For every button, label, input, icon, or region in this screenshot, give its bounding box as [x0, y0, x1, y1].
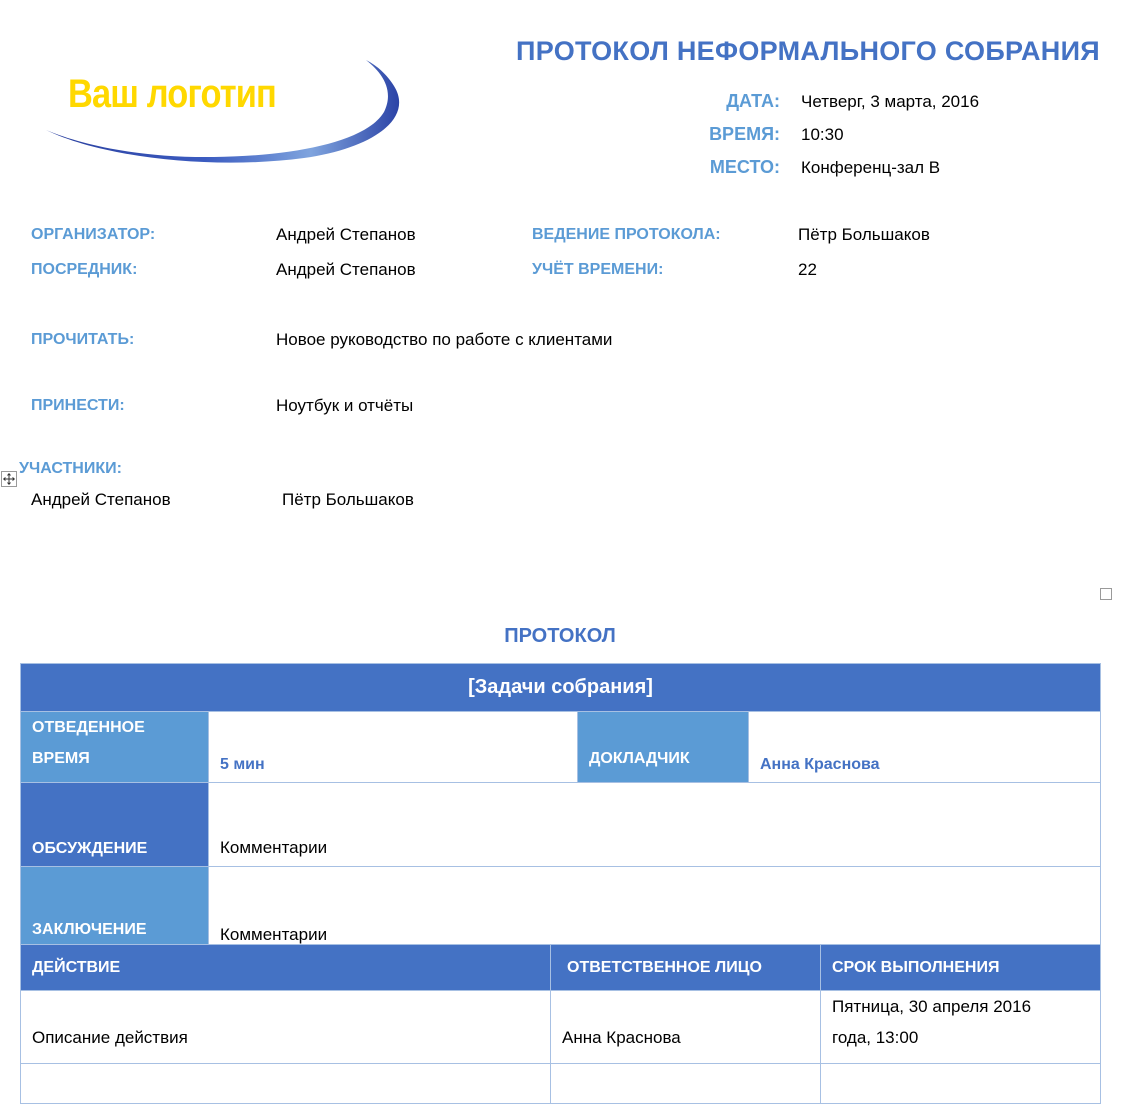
- document-title: ПРОТОКОЛ НЕФОРМАЛЬНОГО СОБРАНИЯ: [516, 36, 1100, 66]
- facilitator-label: ПОСРЕДНИК:: [31, 261, 138, 278]
- actions-table: [20, 944, 1101, 1104]
- allotted-time-label-line2: ВРЕМЯ: [32, 750, 90, 767]
- action-owner[interactable]: Анна Краснова: [551, 991, 821, 1064]
- timekeeper-label: УЧЁТ ВРЕМЕНИ:: [532, 261, 664, 278]
- bring-value[interactable]: Ноутбук и отчёты: [276, 396, 414, 415]
- empty-cell[interactable]: [821, 1064, 1101, 1104]
- bring-label: ПРИНЕСТИ:: [31, 397, 125, 414]
- move-arrows-icon: [3, 473, 15, 485]
- empty-cell[interactable]: [551, 1064, 821, 1104]
- discussion-value[interactable]: Комментарии: [209, 783, 1101, 867]
- conclusion-value[interactable]: Комментарии: [209, 867, 1101, 954]
- allotted-time-label-line1: ОТВЕДЕННОЕ: [32, 719, 145, 736]
- date-label: ДАТА:: [726, 91, 780, 111]
- column-header-owner: ОТВЕТСТВЕННОЕ ЛИЦО: [551, 945, 821, 991]
- logo-text: Ваш логотип: [68, 72, 276, 116]
- table-resize-handle[interactable]: [1100, 588, 1112, 600]
- time-label: ВРЕМЯ:: [709, 124, 780, 144]
- table-row: [21, 991, 1101, 1064]
- attendee-2[interactable]: Пётр Большаков: [282, 490, 414, 509]
- attendees-label: УЧАСТНИКИ:: [19, 460, 122, 477]
- facilitator-value[interactable]: Андрей Степанов: [276, 260, 416, 279]
- read-label: ПРОЧИТАТЬ:: [31, 331, 135, 348]
- place-label: МЕСТО:: [709, 157, 780, 177]
- time-value[interactable]: 10:30: [801, 125, 844, 144]
- action-deadline[interactable]: [821, 991, 1101, 1064]
- logo: [44, 58, 404, 170]
- notetaker-value[interactable]: Пётр Большаков: [798, 225, 930, 244]
- discussion-label: ОБСУЖДЕНИЕ: [21, 783, 209, 867]
- protocol-section-title: ПРОТОКОЛ: [504, 625, 616, 647]
- table-move-handle[interactable]: [1, 471, 17, 487]
- organizer-label: ОРГАНИЗАТОР:: [31, 226, 156, 243]
- presenter-label: ДОКЛАДЧИК: [578, 712, 749, 783]
- presenter-value[interactable]: Анна Краснова: [749, 712, 1101, 783]
- allotted-time-label: [21, 712, 209, 783]
- allotted-time-value[interactable]: 5 мин: [209, 712, 578, 783]
- date-value[interactable]: Четверг, 3 марта, 2016: [801, 92, 980, 111]
- deadline-line2: года, 13:00: [832, 1028, 919, 1047]
- read-value[interactable]: Новое руководство по работе с клиентами: [276, 330, 613, 349]
- notetaker-label: ВЕДЕНИЕ ПРОТОКОЛА:: [532, 226, 721, 243]
- column-header-deadline: СРОК ВЫПОЛНЕНИЯ: [821, 945, 1101, 991]
- column-header-action: ДЕЙСТВИЕ: [21, 945, 551, 991]
- conclusion-label: ЗАКЛЮЧЕНИЕ: [21, 867, 209, 954]
- agenda-table: [20, 663, 1101, 954]
- agenda-title[interactable]: [Задачи собрания]: [21, 664, 1101, 712]
- deadline-line1: Пятница, 30 апреля 2016: [832, 997, 1032, 1016]
- empty-cell[interactable]: [21, 1064, 551, 1104]
- place-value[interactable]: Конференц-зал B: [801, 158, 941, 177]
- action-description[interactable]: Описание действия: [21, 991, 551, 1064]
- table-row-empty: [21, 1064, 1101, 1104]
- timekeeper-value[interactable]: 22: [798, 260, 817, 279]
- organizer-value[interactable]: Андрей Степанов: [276, 225, 416, 244]
- attendee-1[interactable]: Андрей Степанов: [31, 490, 171, 509]
